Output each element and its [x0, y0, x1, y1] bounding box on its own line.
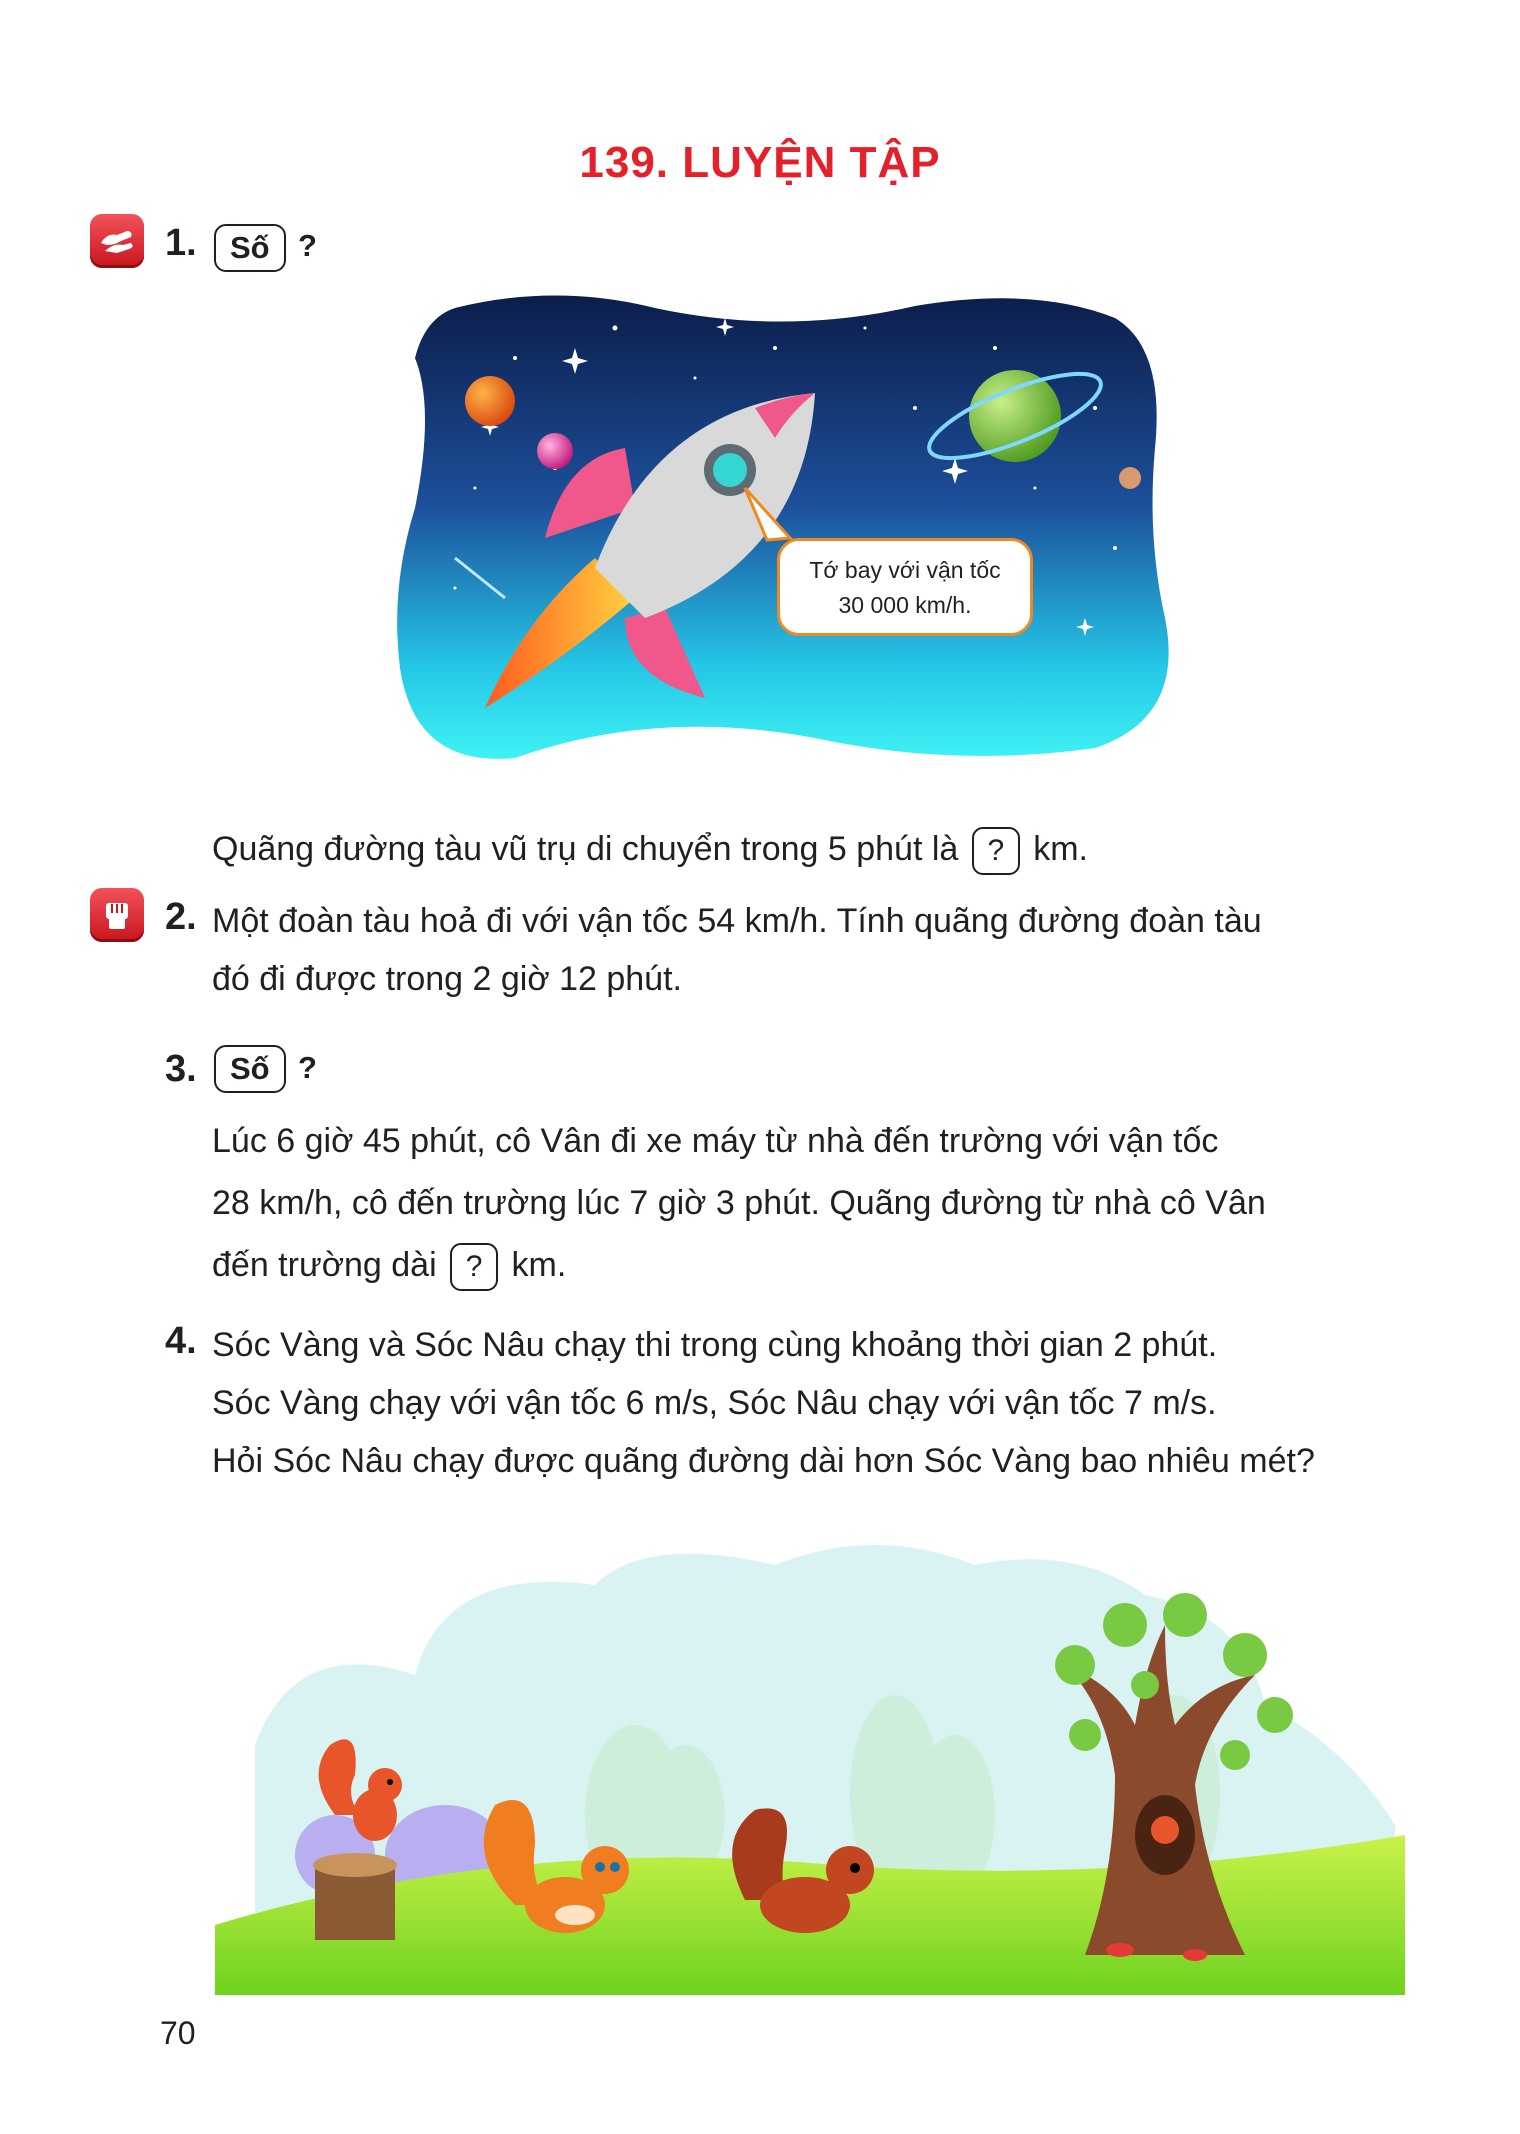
exercise-1-question [212, 820, 1088, 878]
exercise-3-line-2: 28 km/h, cô đến trường lúc 7 giờ 3 phút. Quãng đường từ nhà cô Vân [212, 1184, 1266, 1222]
page-title: 139. LUYỆN TẬP [579, 138, 941, 187]
exercise-3-text: đến trường dài [212, 1246, 437, 1284]
exercise-3-mark: ? [298, 1050, 317, 1085]
exercise-4-line-2: Sóc Vàng chạy với vận tốc 6 m/s, Sóc Nâu chạy với vận tốc 7 m/s. [212, 1384, 1217, 1422]
exercise-1-tag: Số [214, 224, 286, 272]
exercise-4-line-3: Hỏi Sóc Nâu chạy được quãng đường dài hơn Sóc Vàng bao nhiêu mét? [212, 1442, 1315, 1480]
exercise-3-unit: km. [511, 1246, 567, 1284]
bubble-line-1: Tớ bay với vận tốc [809, 557, 1001, 583]
exercise-2-line-1: Một đoàn tàu hoả đi với vận tốc 54 km/h. Tính quãng đường đoàn tàu [212, 902, 1262, 940]
exercise-1-text: Quãng đường tàu vũ trụ di chuyển trong 5 phút là [212, 830, 959, 868]
exercise-3-line-3 [212, 1236, 566, 1294]
hands-icon [90, 214, 144, 268]
fist-icon [90, 888, 144, 942]
space-illustration [395, 288, 1175, 768]
exercise-4-line-1: Sóc Vàng và Sóc Nâu chạy thi trong cùng khoảng thời gian 2 phút. [212, 1326, 1218, 1364]
squirrel-race-illustration [215, 1525, 1405, 1995]
exercise-2-line-2: đó đi được trong 2 giờ 12 phút. [212, 960, 682, 998]
exercise-3-number: 3. [165, 1048, 197, 1090]
exercise-1-unit: km. [1033, 830, 1089, 868]
exercise-1-number: 1. [165, 222, 197, 264]
exercise-3-tag: Số [214, 1045, 286, 1093]
page-number: 70 [160, 2015, 196, 2051]
bubble-line-2: 30 000 km/h. [838, 592, 972, 618]
exercise-3-line-1: Lúc 6 giờ 45 phút, cô Vân đi xe máy từ nhà đến trường với vận tốc [212, 1122, 1219, 1160]
exercise-4-number: 4. [165, 1320, 197, 1362]
exercise-1-mark: ? [298, 228, 317, 263]
answer-box[interactable]: ? [972, 827, 1020, 875]
answer-box[interactable]: ? [450, 1243, 498, 1291]
exercise-2-number: 2. [165, 896, 197, 938]
speech-bubble [777, 538, 1033, 636]
